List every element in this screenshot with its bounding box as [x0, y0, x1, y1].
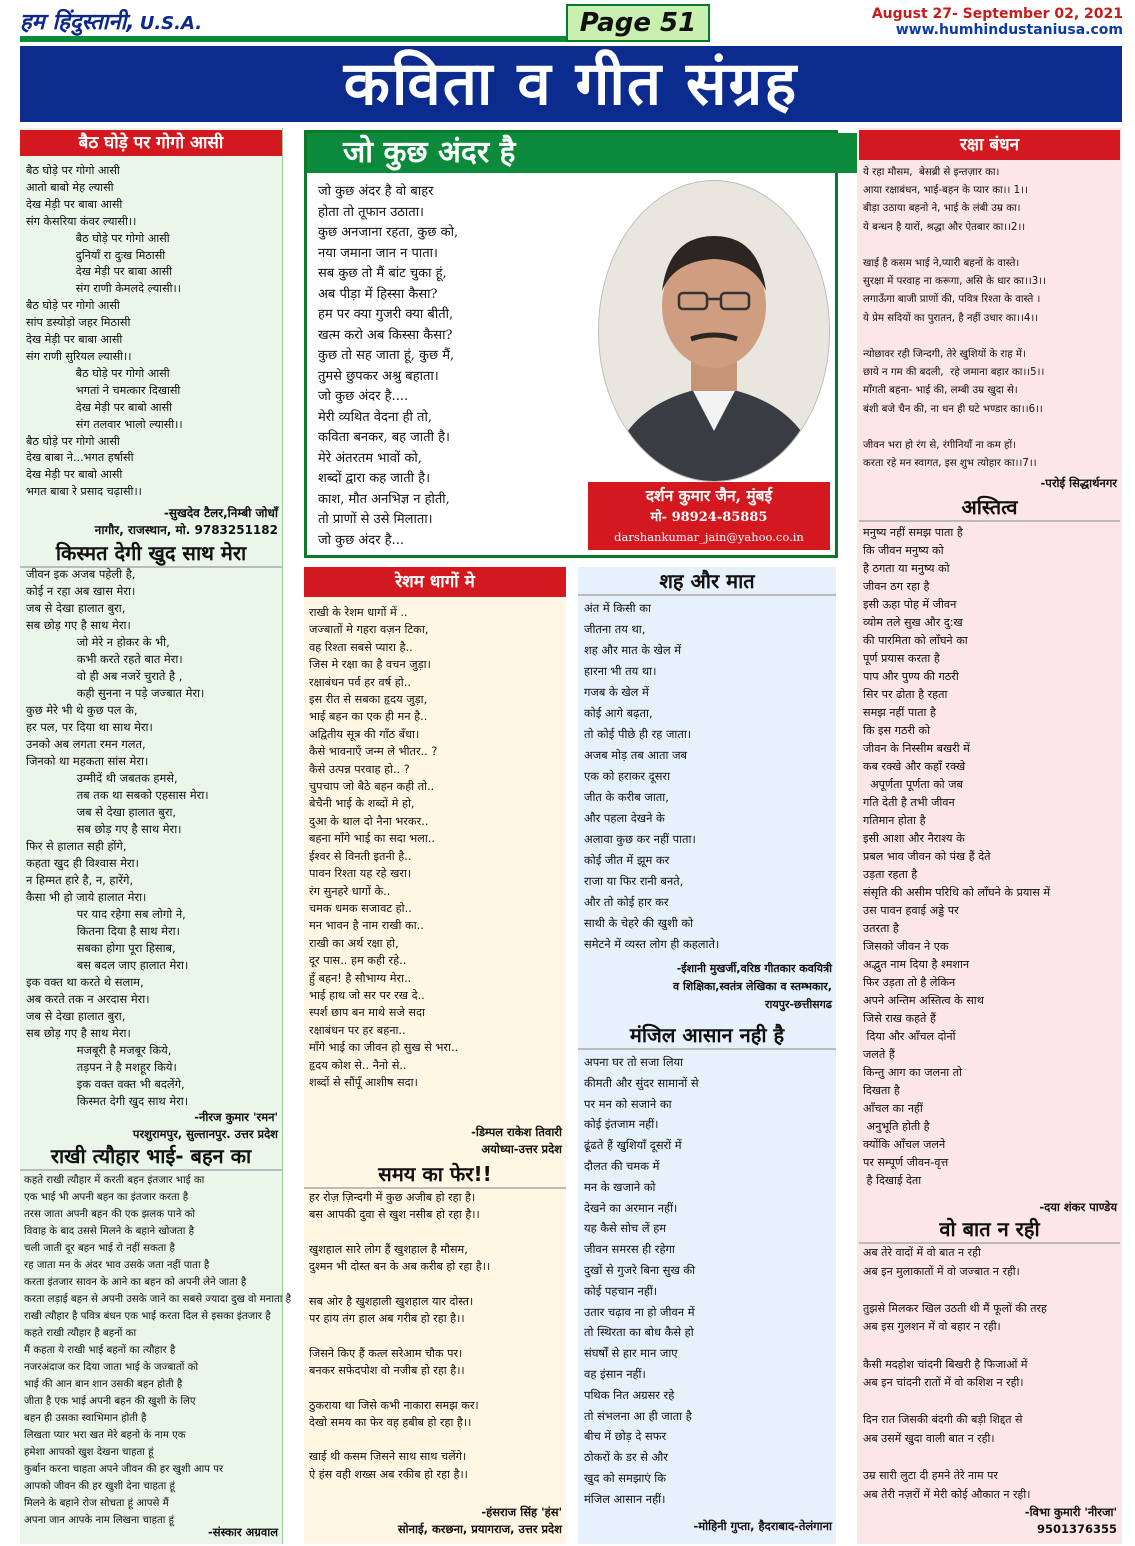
poem-credit-1: -सुखदेव टैलर,निम्बी जोधाँ नागौर, राजस्थान, मो. 9783251182 — [94, 506, 278, 537]
poem-title-8: रक्षा बंधन — [859, 130, 1120, 160]
poem-body-2: जीवन इक अजब पहेली है, कोई न रहा अब खास मेरा। जब से देखा हालात बुरा, सब छोड़ गए है साथ मेरा। जो मेरे न होकर के भी, कभी करते रहते बात मेरा। वो ही अब नजरें चुराते है , कही सुनना न पड़े जज्बात मेरा। कुछ मेरे भी थे कुछ पल के, हर पल, पर दिया था साथ मेरा। उनको अब लगता रमन गलत, जिनको था महकता सांस मेरा। उम्मीदें थी जबतक हमसे, तब तक था सबको एहसास मेरा। जब से देखा हालात बुरा, सब छोड़ गए है साथ मेरा। फिर से हालात सही होंगे, कहता खुद ही विश्वास मेरा। न हिम्मत हारे है, न, हारेंगे, कैसा भी हो जाये हालात मेरा। पर याद रहेगा सब लोगो ने, कितना दिया है साथ मेरा। सबका होगा पूरा हिसाब, बस बदल जाए हालात मेरा। इक वक्त था करते थे सलाम, अब करते तक न अरदास मेरा। जब से देखा हालात बुरा, सब छोड़ गए है साथ मेरा। मजबूरी है मजबूर किये, तड़पन ने है मशहूर किये। इक वक्त वक्त भी बदलेंगे, किस्मत देगी खुद साथ मेरा। — [26, 567, 209, 1108]
issue-info — [872, 6, 1123, 38]
page-number: Page 51 — [566, 4, 710, 42]
poem-body-7: अपना घर तो सजा लिया कीमती और सुंदर सामानों से पर मन को सजाने का कोई इंतजाम नहीं। ढूंढते हैं खुशियाँ दूसरों में दौलत की चमक में मन के खजाने को देखने का अरमान नहीं। यह कैसे सोच लें हम जीवन समरस ही रहेगा दुखों से गुजरे बिना सुख की कोई पहचान नहीं। उतार चढ़ाव ना हो जीवन में तो स्थिरता का बोध कैसे हो संघर्षों से हार मान जाए वह इंसान नहीं। पथिक नित अग्रसर रहे तो संभलना आ ही जाता है बीच में छोड़ दे सफर ठोकरों के डर से और खुद को समझाएं कि मंजिल आसान नहीं। — [584, 1055, 699, 1506]
poem-title-6: शह और मात — [578, 568, 836, 596]
poem-credit-6: -ईशानी मुखर्जी,वरिष्ठ गीतकार कवयित्री व शिक्षिका,स्वतंत्र लेखिका व स्तम्भकार, रायपुर-छत्तीसगढ — [673, 962, 832, 1011]
poem-body-9: मनुष्य नहीं समझ पाता है कि जीवन मनुष्य को है ठगता या मनुष्य को जीवन ठग रहा है इसी ऊहा पोह में जीवन व्योम तले सुख और दु:ख की पारमिता को लाँघने का पूर्ण प्रयास करता है पाप और पुण्य की गठरी सिर पर ढोता है रहता समझ नहीं पाता है कि इस गठरी को जीवन के निस्सीम बखरी में कब रक्खे और कहाँ रक्खे अपूर्णता पूर्णता को जब गति देती है तभी जीवन गतिमान होता है इसी आशा और नैराश्य के प्रबल भाव जीवन को पंख हैं देते उड़ता रहता है संसृति की असीम परिधि को लाँघने के प्रयास में उस पावन हवाई अड्डे पर उतरता है जिसको जीवन ने एक अद्भुत नाम दिया है श्मशान फिर उड़ता तो है लेकिन अपने अन्तिम अस्तित्व के साथ जिसे राख कहते हैं दिया और आँचल दोनों जलते हैं किन्तु आग का जलना तो दिखता है आँचल का नहीं अनुभूति होती है क्योंकि आँचल जलने पर सम्पूर्ण जीवन-वृत्त है दिखाई देता — [863, 526, 1051, 1187]
poem-body-1: बैठ घोड़े पर गोगो आसी आतो बाबो मेह ल्यासी देख मेड़ी पर बाबा आसी संग केसरिया कंवर ल्यासी।। बैठ घोड़े पर गोगो आसी दुनियाँ रा दुःख मिठासी देख मेड़ी पर बाबा आसी संग राणी केमलदे ल्यासी।। बैठ घोड़े पर गोगो आसी सांप डस्योड़ो जहर मिठासी देख मेड़ी पर बाबा आसी संग राणी सुरियल ल्यासी।। बैठ घोड़े पर गोगो आसी भगतां ने चमत्कार दिखासी देख मेड़ी पर बाबो आसी संग तलवार भालो ल्यासी।। बैठ घोड़े पर गोगो आसी देख बाबा ने...भगत हर्षासी देख मेड़ी पर बाबो आसी भगत बाबा रे प्रसाद चढ़ासी।। — [26, 164, 183, 499]
poem-body-5: हर रोज़ ज़िन्दगी में कुछ अजीब हो रहा है। बस आपकी दुवा से खुश नसीब हो रहा है।। खुशहाल सारे लोग हैं खुशहाल है मौसम, दुश्मन भी दोस्त बन के अब करीब हो रहा है।। सब ओर है खुशहाली खुशहाल यार दोस्त। पर हाय तंग हाल अब गरीब हो रहा है।। जिसने किए हैं कत्ल सरेआम चौक पर। बनकर सफेदपोश वो नजीब हो रहा है।। ठुकराया था जिसे कभी नाकारा समझ कर। देखो समय का फेर वह हबीब हो रहा है।। खाई थी कसम जिसने साथ साथ चलेंगे। ऐ हंस वही शख्स अब रकीब हो रहा है।। — [309, 1191, 491, 1481]
author-name: दर्शन कुमार जैन, मुंबई — [645, 486, 773, 505]
poem-credit-8: -परोई सिद्धार्थनगर — [1040, 476, 1117, 490]
poem-title-10: वो बात न रही — [859, 1216, 1120, 1244]
author-portrait-icon — [599, 181, 829, 481]
author-photo — [598, 180, 830, 482]
poem-credit-4: -डिम्पल राकेश तिवारी अयोध्या-उत्तर प्रदेश — [471, 1125, 562, 1156]
author-phone: मो- 98924-85885 — [650, 510, 768, 525]
feature-poem: जो कुछ अंदर है वो बाहर होता तो तूफान उठाता। कुछ अनजाना रहता, कुछ को, नया जमाना जान न पाता। सब कुछ तो मैं बांट चुका हूं, अब पीड़ा में हिस्सा कैसा? हम पर क्या गुजरी क्या बीती, खत्म करो अब किस्सा कैसा? कुछ तो सह जाता हूं, कुछ मैं, तुमसे छुपकर अश्रु बहाता। जो कुछ अंदर है.... मेरी व्यथित वेदना ही तो, कविता बनकर, बह जाती है। मेरे अंतरतम भावों को, शब्दों द्वारा कह जाती है। काश, मौत अनभिज्ञ न होती, तो प्राणों से उसे मिलाता। जो कुछ अंदर है... — [318, 184, 459, 548]
brand-suffix: U.S.A. — [139, 13, 203, 34]
brand-masthead — [20, 6, 565, 36]
poem-body-6: अंत में किसी का जीतना तय था, शह और मात के खेल में हारना भी तय था। गजब के खेल में कोई आगे बढ़ता, तो कोई पीछे ही रह जाता। अजब मोड़ तब आता जब एक को हराकर दूसरा जीत के करीब जाता, और पहला देखने के अलावा कुछ कर नहीं पाता। कोई जीत में झूम कर राजा या फिर रानी बनते, और तो कोई हार कर साथी के चेहरे की खुशी को समेटने में व्यस्त लोग ही कहलाते। — [584, 601, 720, 951]
poem-credit-5: -हंसराज सिंह 'हंस' सोनाई, करछना, प्रयागराज, उत्तर प्रदेश — [397, 1505, 562, 1536]
poem-title-1: बैठ घोड़े पर गोगो आसी — [20, 130, 282, 156]
author-email[interactable]: darshankumar_jain@yahoo.co.in — [614, 530, 804, 544]
poem-title-4: रेशम धागों मे — [304, 567, 566, 597]
poem-title-2: किस्मत देगी खुद साथ मेरा — [20, 540, 282, 568]
poem-title-7: मंजिल आसान नही है — [578, 1022, 836, 1050]
poem-title-3: राखी त्यौहार भाई- बहन का — [20, 1143, 282, 1171]
poem-title-5: समय का फेर!! — [304, 1161, 566, 1189]
author-credit-box — [588, 482, 830, 550]
poem-title-9: अस्तित्व — [859, 494, 1120, 522]
brand-name: हम हिंदुस्तानी, — [20, 10, 135, 35]
website-link[interactable]: www.humhindustaniusa.com — [895, 22, 1123, 38]
poem-body-3: कहते राखी त्यौहार में करती बहन इंतजार भाई का एक भाई भी अपनी बहन का इंतजार करता है तरस जाता अपनी बहन की एक झलक पाने को विवाह के बाद उससे मिलने के बहाने खोजता है चली जाती दूर बहन भाई रो नहीं सकता है रह जाता मन के अंदर भाव उसके जता नहीं पाता है करता इंतजार सावन के आने का बहन को अपनी लेने जाता है करता लड़ाई बहन से अपनी उसके जाने का सबसे ज्यादा दुख वो मनाता है राखी त्यौहार है पवित्र बंधन एक भाई करता दिल से इसका इंतजार है कहते राखी त्यौहार है बहनों का मैं कहता ये राखी भाई बहनों का त्यौहार है नजरअंदाज कर दिया जाता भाई के जज्बातों को भाई की आन बान शान उसकी बहन होती है जीता है एक भाई अपनी बहन की खुशी के लिए बहन ही उसका स्वाभिमान होती है लिखता प्यार भरा खत मेरे बहनो के नाम एक हमेशा आपको खुश देखना चाहता हूं कुर्बान करना चाहता अपने जीवन की हर खुशी आप पर आपको जीवन की हर खुशी देना चाहता हूं मिलने के बहाने रोज सोचता हूं आपसे मैं अपना जान आपके नाम लिखना चाहता हूं — [24, 1175, 292, 1526]
poem-credit-2: -नीरज कुमार 'रमन' परशुरामपुर, सुल्तानपुर. उत्तर प्रदेश — [132, 1110, 278, 1141]
poem-credit-10: -विभा कुमारी 'नीरजा' 9501376355 — [1024, 1505, 1117, 1536]
poem-credit-7: -मोहिनी गुप्ता, हैदराबाद-तेलंगाना — [693, 1519, 832, 1533]
poem-credit-3: -संस्कार अग्रवाल — [208, 1525, 278, 1539]
poem-body-10: अब तेरे वादों में वो बात न रही अब इन मुलाकातों में वो जज्बात न रही। तुझसे मिलकर खिल उठती थी मैं फूलों की तरह अब इस गुलशन में वो बहार न रही। कैसी मदहोश चांदनी बिखरी है फिजाओं में अब इन चांदनी रातों में वो कशिश न रही। दिन रात जिसकी बंदगी की बड़ी शिद्दत से अब उसमें खुदा वाली बात न रही। उम्र सारी लुटा दी हमने तेरे नाम पर अब तेरी नज़रों में मेरी कोई औकात न रही। — [863, 1246, 1047, 1501]
poem-body-4: राखी के रेशम धागों में .. जज्बातों मे गहरा वज़न टिका, वह रिश्ता सबसे प्यारा है.. जिस मे रक्षा का है वचन जुड़ा। रक्षाबंधन पर्व हर वर्ष हो.. इस रीत से सबका हृदय जुड़ा, भाई बहन का एक ही मन है.. अद्वितीय सूत्र की गाँठ बँधा। कैसे भावनाएँ जन्म ले भीतर.. ? कैसे उत्पन्न परवाह हो.. ? चुपचाप जो बैठे बहन कही तो.. बेचैनी भाई के शब्दों मे हो, दुआ के थाल दो नैना भरकर.. बहना माँगे भाई का सदा भला.. ईश्वर से विनती इतनी है.. पावन रिश्ता यह रहे खरा। रंग सुनहरे धागों के.. चमक धमक सजावट हो.. मन भावन है नाम राखी का.. राखी का अर्थ रक्षा हो, दूर पास.. हम कही रहे.. हुँ बहन! है सौभाग्य मेरा.. भाई हाथ जो सर पर रख दे.. स्पर्श छाप बन माथे सजे सदा रक्षाबंधन पर हर बहना.. माँगे भाई का जीवन हो सुख से भरा.. हृदय कोश से.. नैनो से.. शब्दों से सौंपूँ आशीष सदा। — [309, 606, 459, 1089]
issue-date: August 27- September 02, 2021 — [871, 6, 1123, 22]
poem-credit-9: -दया शंकर पाण्डेय — [1039, 1200, 1117, 1214]
section-banner: कविता व गीत संग्रह — [20, 46, 1122, 122]
poem-body-8: ये रहा मौसम, बेसब्री से इन्तज़ार का। आया रक्षाबंधन, भाई-बहन के प्यार का।। 1।। बीड़ा उठाया बहनो ने, भाई के लंबी उम्र का। ये बन्धन है यारों, श्रद्धा और ऐतबार का।।2।। खाई है कसम भाई ने,प्यारी बहनों के वास्ते। सुरक्षा में परवाह ना करूगा, असि के धार का।।3।। लगाऊँगा बाजी प्राणों की, पवित्र रिश्ता के वास्ते । ये प्रेम सदियों का पुरातन, है नहीं उधार का।।4।। न्योछावर रही जिन्दगी, तेरे खुशियों के राह में। छाये न गम की बदली, रहे जमाना बहार का।।5।। माँगती बहना- भाई की, लम्बी उम्र खुदा से। बंशी बजे चैन की, ना धन ही घटे भण्डार का।।6।। जीवन भरा हो रंग से, रंगीनियाँ ना कम हों। करता रहे मन स्वागत, इस शुभ त्योहार का।।7।। — [863, 167, 1046, 470]
feature-title: जो कुछ अंदर है — [307, 133, 865, 173]
